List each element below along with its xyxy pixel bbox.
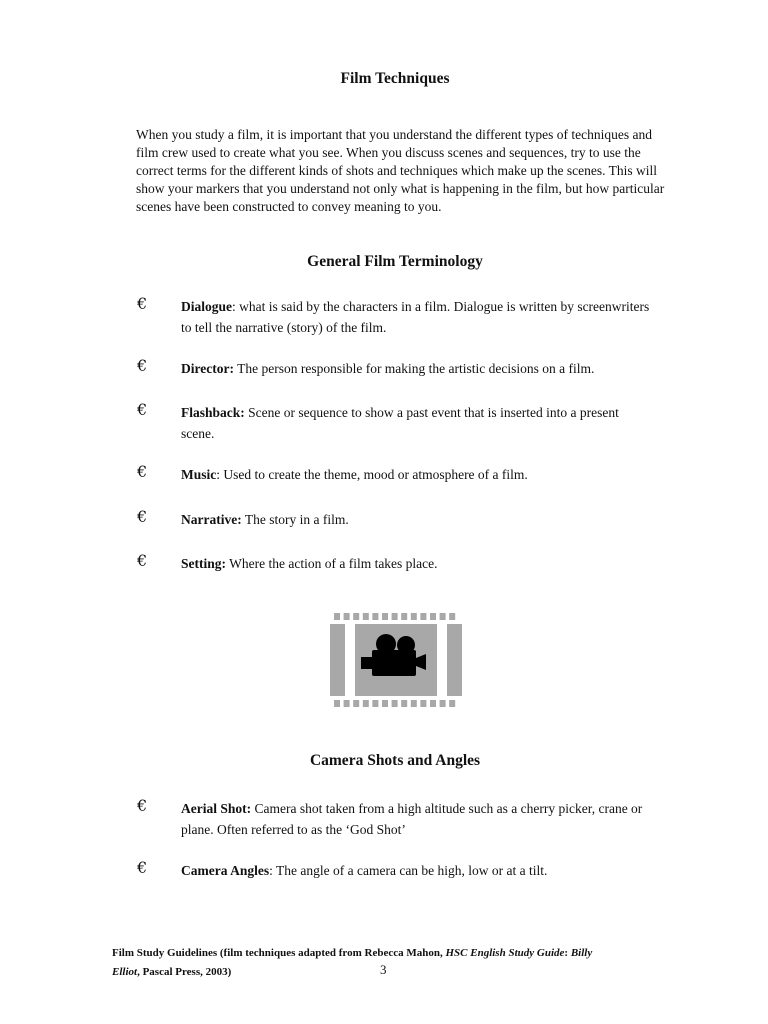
- term-name: Camera Angles: [181, 863, 270, 878]
- film-perforation: [420, 613, 426, 620]
- film-perforation: [430, 700, 436, 707]
- term-definition: what is said by the characters in a film. Dialogue is written by screenwriters to tell the narrative (story) of the film.: [181, 299, 650, 335]
- footer-italic-title: HSC English Study Guide: [445, 947, 565, 959]
- footer-italic-film: Billy Elliot: [112, 947, 593, 978]
- term-name: Aerial Shot:: [181, 801, 252, 816]
- term-name: Setting:: [181, 556, 226, 571]
- film-perforation: [353, 613, 359, 620]
- term-text: [181, 553, 651, 574]
- film-perforation: [392, 700, 398, 707]
- term-text: [181, 358, 651, 379]
- film-perforation: [420, 700, 426, 707]
- euro-bullet-icon: €: [137, 462, 148, 481]
- section-heading-general-terminology: General Film Terminology: [307, 253, 483, 270]
- term-text: [181, 798, 651, 840]
- term-name: Dialogue: [181, 299, 233, 314]
- term-name: Director:: [181, 361, 234, 376]
- film-perforation: [449, 700, 455, 707]
- term-separator: :: [216, 467, 221, 482]
- film-perforation: [372, 700, 378, 707]
- term-text: [181, 860, 651, 881]
- page-number: 3: [380, 962, 387, 977]
- film-perforation: [411, 613, 417, 620]
- euro-bullet-icon: €: [137, 551, 148, 570]
- footer-text: :: [564, 947, 571, 959]
- euro-bullet-icon: €: [137, 507, 148, 526]
- film-perforation: [430, 613, 436, 620]
- term-text: [181, 464, 651, 485]
- euro-bullet-icon: €: [137, 294, 148, 313]
- film-perforation: [449, 613, 455, 620]
- film-perforation: [363, 613, 369, 620]
- film-perforation: [372, 613, 378, 620]
- film-perforation: [382, 700, 388, 707]
- film-perforation: [401, 613, 407, 620]
- film-perforation: [344, 613, 350, 620]
- film-perforation: [401, 700, 407, 707]
- section-heading-camera-shots: Camera Shots and Angles: [309, 752, 481, 769]
- footer-text: , Pascal Press, 2003): [137, 966, 232, 978]
- term-definition: The angle of a camera can be high, low or at a tilt.: [272, 863, 548, 878]
- term-separator: :: [232, 299, 236, 314]
- film-perforation: [363, 700, 369, 707]
- euro-bullet-icon: €: [137, 356, 148, 375]
- euro-bullet-icon: €: [137, 796, 148, 815]
- film-perforation: [334, 700, 340, 707]
- term-separator: :: [269, 863, 273, 878]
- film-perforation: [382, 613, 388, 620]
- term-definition: Scene or sequence to show a past event that is inserted into a present scene.: [181, 405, 619, 441]
- term-definition: Camera shot taken from a high altitude such as a cherry picker, crane or plane. Often referred to as the ‘God Shot’: [181, 801, 643, 837]
- term-text: [181, 296, 651, 338]
- film-perforation: [440, 700, 446, 707]
- term-name: Music: [181, 467, 217, 482]
- page-title: Film Techniques: [340, 70, 450, 87]
- film-perforation: [392, 613, 398, 620]
- term-definition: The story in a film.: [241, 512, 349, 527]
- term-name: Narrative:: [181, 512, 242, 527]
- intro-paragraph: When you study a film, it is important that you understand the different types of techniques and film crew used to create what you see. When you discuss scenes and sequences, try to use the correct terms for the different kinds of shots and techniques which make up the scenes. This will show your markers that you understand not only what is happening in the film, but how particular scenes have been constructed to convey meaning to you.: [136, 127, 665, 214]
- footer-citation: [112, 944, 612, 982]
- film-perforation: [344, 700, 350, 707]
- term-name: Flashback:: [181, 405, 245, 420]
- footer-text: Film Study Guidelines (film techniques adapted from Rebecca Mahon,: [112, 947, 446, 959]
- film-perforation: [411, 700, 417, 707]
- term-definition: The person responsible for making the artistic decisions on a film.: [233, 361, 595, 376]
- term-definition: Used to create the theme, mood or atmosphere of a film.: [220, 467, 528, 482]
- film-perforation: [334, 613, 340, 620]
- film-camera-graphic: [330, 612, 462, 708]
- term-text: [181, 509, 651, 530]
- euro-bullet-icon: €: [137, 400, 148, 419]
- term-text: [181, 402, 651, 444]
- term-definition: Where the action of a film takes place.: [226, 556, 438, 571]
- film-perforation: [353, 700, 359, 707]
- euro-bullet-icon: €: [137, 858, 148, 877]
- film-perforation: [440, 613, 446, 620]
